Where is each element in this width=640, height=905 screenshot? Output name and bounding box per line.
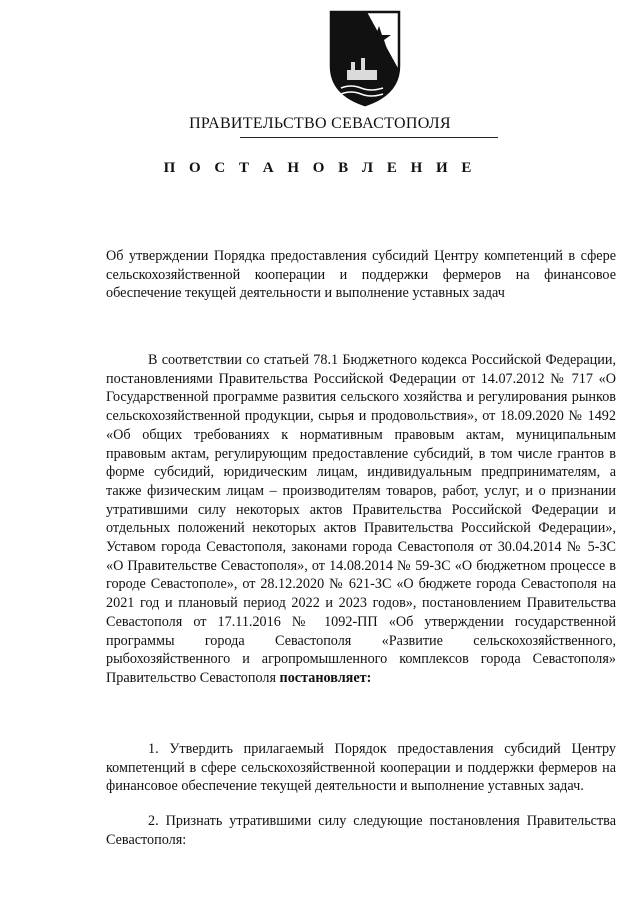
- list-item: 1. Утвердить прилагаемый Порядок предоставления субсидий Центру компетенций в сфере сельскохозяйственной кооперации и поддержки фермеров на финансовое обеспечение текущей деятельности и выполнение уставных задач.: [106, 741, 616, 795]
- shield-icon: [327, 8, 403, 108]
- title-underline: [240, 137, 498, 138]
- preamble-text: В соответствии со статьей 78.1 Бюджетного кодекса Российской Федерации, постановлениями Правительства Российской Федерации от 14.07.2012 № 717 «О Государственной программе развития сельского хозяйства и регулирования рынков сельскохозяйственной продукции, сырья и продовольствия», от 18.09.2020 № 1492 «Об общих требованиях к нормативным правовым актам, муниципальным правовым актам, регулирующим предоставление субсидий, в том числе грантов в форме субсидий, юридическим лицам, индивидуальным предпринимателям, а также физическим лицам – производителям товаров, работ, услуг, и о признании утратившими силу некоторых актов Правительства Российской Федерации и отдельных положений некоторых актов Правительства Российской Федерации», Уставом города Севастополя, законами города Севастополя от 30.04.2014 № 5-ЗС «О Правительстве Севастополя», от 14.08.2014 № 59-ЗС «О бюджетном процессе в городе Севастополе», от 28.12.2020 № 621-ЗС «О бюджете города Севастополя на 2021 год и плановый период 2022 и 2023 годов», постановлением Правительства Севастополя от 17.11.2016 № 1092-ПП «Об утверждении государственной программы города Севастополя «Развитие сельскохозяйственного, рыбохозяйственного и агропромышленного комплексов города Севастополя» Правительство Севастополя: [106, 352, 616, 686]
- document-subject: Об утверждении Порядка предоставления субсидий Центру компетенций в сфере сельскохозяйственной кооперации и поддержки фермеров на финансовое обеспечение текущей деятельности и выполнение уставных задач: [106, 248, 616, 302]
- coat-of-arms-icon: [327, 8, 403, 108]
- resolves-word: постановляет:: [279, 669, 372, 686]
- preamble-paragraph: [106, 351, 616, 688]
- government-name: ПРАВИТЕЛЬСТВО СЕВАСТОПОЛЯ: [189, 115, 451, 132]
- list-item: 2. Признать утратившими силу следующие постановления Правительства Севастополя:: [106, 813, 616, 848]
- document-type-title: П О С Т А Н О В Л Е Н И Е: [163, 160, 477, 176]
